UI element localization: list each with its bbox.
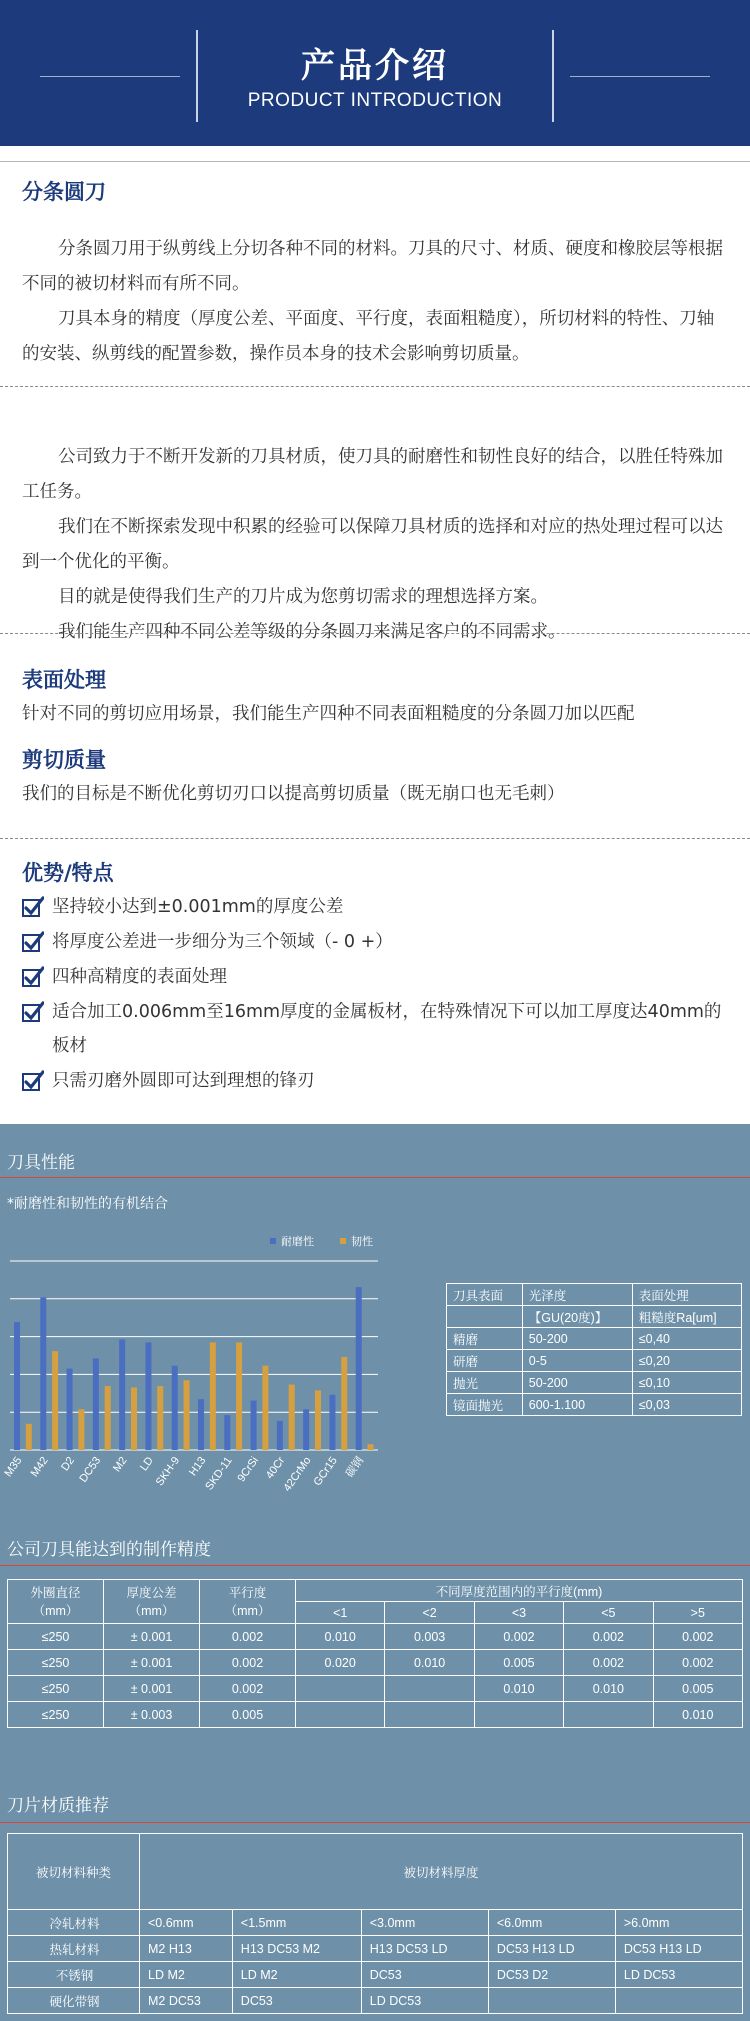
quality-heading: 剪切质量 (22, 748, 106, 772)
advantage-item (22, 1064, 728, 1098)
chart-bar (329, 1395, 335, 1450)
table-cell: 0.002 (200, 1676, 296, 1702)
table-cell: ≤250 (8, 1702, 104, 1728)
table-cell: 镜面抛光 (447, 1394, 523, 1416)
table-cell (564, 1702, 653, 1728)
table-header-cell: 光泽度 (522, 1284, 632, 1306)
table-cell: 0.002 (200, 1650, 296, 1676)
table-cell: 0.002 (474, 1624, 563, 1650)
chart-bar (368, 1444, 374, 1450)
table-header-cell: <1 (296, 1602, 385, 1624)
table-cell: ≤0,20 (632, 1350, 741, 1372)
table-cell: 精磨 (447, 1328, 523, 1350)
advantage-item (22, 890, 728, 924)
table-cell: >6.0mm (615, 1910, 742, 1936)
commitment-paragraph: 公司致力于不断开发新的刀具材质，使刀具的耐磨性和韧性良好的结合，以胜任特殊加工任务。 (22, 447, 723, 502)
table-cell: 0.002 (564, 1624, 653, 1650)
chart-x-label: LD (137, 1454, 156, 1474)
table-row (8, 1988, 743, 2014)
chart-gridlines (10, 1261, 378, 1450)
table-cell: ≤250 (8, 1650, 104, 1676)
table-cell: 0.010 (385, 1650, 474, 1676)
table-cell: <3.0mm (361, 1910, 488, 1936)
chart-bar (93, 1358, 99, 1450)
table-row (8, 1650, 743, 1676)
table-cell: ≤0,10 (632, 1372, 741, 1394)
chart-bar (78, 1409, 84, 1450)
material-heading: 刀片材质推荐 (7, 1796, 109, 1816)
table-cell: 0.005 (474, 1650, 563, 1676)
table-header-cell: 平行度 （mm） (200, 1580, 296, 1624)
table-cell: 研磨 (447, 1350, 523, 1372)
table-cell: 0.010 (564, 1676, 653, 1702)
table-cell: 0.010 (296, 1624, 385, 1650)
table-cell: 冷轧材料 (8, 1910, 140, 1936)
surface-heading: 表面处理 (22, 668, 106, 692)
chart-x-label: D2 (59, 1454, 78, 1474)
performance-heading: 刀具性能 (7, 1153, 75, 1173)
chart-bar (289, 1385, 295, 1450)
table-header-cell: <5 (564, 1602, 653, 1624)
panel-rule (0, 1565, 750, 1566)
advantage-item (22, 995, 728, 1063)
table-cell: ≤250 (8, 1676, 104, 1702)
intro-paragraph: 分条圆刀用于纵剪线上分切各种不同的材料。刀具的尺寸、材质、硬度和橡胶层等根据不同的被切材料而有所不同。 (22, 239, 723, 294)
table-cell: LD M2 (232, 1962, 361, 1988)
intro-heading: 分条圆刀 (22, 180, 106, 204)
table-cell (385, 1676, 474, 1702)
chart-x-label: M35 (2, 1454, 25, 1480)
checkbox-checked-icon (22, 1001, 44, 1023)
commitment-text (22, 440, 728, 650)
performance-chart (0, 1226, 420, 1516)
chart-x-labels (2, 1454, 366, 1494)
table-cell: 粗糙度Ra[um] (632, 1306, 741, 1328)
chart-x-label: H13 (187, 1454, 209, 1479)
table-header-cell: 被切材料厚度 (140, 1834, 743, 1910)
divider (0, 633, 750, 634)
chart-bar (157, 1386, 163, 1450)
page-title: 产品介绍 (301, 46, 449, 86)
chart-bar (198, 1399, 204, 1450)
header-banner (0, 0, 750, 146)
table-cell: LD M2 (140, 1962, 233, 1988)
table-row (8, 1624, 743, 1650)
table-cell: ± 0.001 (104, 1624, 200, 1650)
material-table (7, 1833, 743, 2014)
panel-rule (0, 1177, 750, 1178)
table-cell (385, 1702, 474, 1728)
table-cell: 0.002 (653, 1650, 742, 1676)
checkbox-checked-icon (22, 1070, 44, 1092)
advantages-heading: 优势/特点 (22, 861, 114, 885)
table-cell: LD DC53 (361, 1988, 488, 2014)
chart-bar (131, 1387, 137, 1450)
intro-text (22, 232, 728, 372)
intro-paragraph: 刀具本身的精度（厚度公差、平面度、平行度，表面粗糙度），所切材料的特性、刀轴的安装、纵剪线的配置参数，操作员本身的技术会影响剪切质量。 (22, 309, 715, 364)
table-row (447, 1350, 742, 1372)
table-cell: 0.002 (564, 1650, 653, 1676)
table-cell: 0.010 (653, 1702, 742, 1728)
table-cell: ± 0.003 (104, 1702, 200, 1728)
chart-bar (119, 1340, 125, 1450)
table-cell: DC53 H13 LD (488, 1936, 615, 1962)
chart-x-label: DC53 (77, 1454, 104, 1485)
table-header-row (8, 1834, 743, 1910)
advantage-text: 将厚度公差进一步细分为三个领域（- 0 +） (52, 932, 393, 952)
advantage-text: 适合加工0.006mm至16mm厚度的金属板材，在特殊情况下可以加工厚度达40mm的板材 (52, 1002, 722, 1056)
table-cell: LD DC53 (615, 1962, 742, 1988)
checkbox-checked-icon (22, 966, 44, 988)
chart-legend-swatch (340, 1238, 346, 1244)
table-cell (296, 1702, 385, 1728)
table-cell (296, 1676, 385, 1702)
table-header-cell: 刀具表面 (447, 1284, 523, 1306)
checkbox-checked-icon (22, 931, 44, 953)
commitment-paragraph: 我们在不断探索发现中积累的经验可以保障刀具材质的选择和对应的热处理过程可以达到一个优化的平衡。 (22, 517, 723, 572)
chart-x-label: 42CrMo (281, 1454, 314, 1494)
chart-bar (262, 1366, 268, 1450)
table-header-row (447, 1284, 742, 1306)
chart-x-label: 碳钢 (343, 1454, 367, 1480)
chart-bar (210, 1342, 216, 1450)
table-header-cell: <3 (474, 1602, 563, 1624)
table-cell: ≤0,03 (632, 1394, 741, 1416)
chart-bar (315, 1390, 321, 1450)
table-cell: ± 0.001 (104, 1650, 200, 1676)
advantage-item (22, 960, 728, 994)
table-cell: DC53 D2 (488, 1962, 615, 1988)
advantage-text: 坚持较小达到±0.001mm的厚度公差 (52, 897, 344, 917)
table-cell: 50-200 (522, 1372, 632, 1394)
chart-x-label: 40Cr (263, 1454, 288, 1482)
table-header-cell: 表面处理 (632, 1284, 741, 1306)
table-subheader-row (447, 1306, 742, 1328)
chart-bar (184, 1380, 190, 1450)
table-cell: M2 H13 (140, 1936, 233, 1962)
table-row (8, 1676, 743, 1702)
advantage-text: 只需刃磨外圆即可达到理想的锋刃 (52, 1071, 315, 1091)
chart-bar (40, 1297, 46, 1450)
chart-x-label: M42 (28, 1454, 51, 1480)
panel-rule (0, 1822, 750, 1823)
table-cell: DC53 (361, 1962, 488, 1988)
chart-bar (356, 1287, 362, 1450)
table-cell (488, 1988, 615, 2014)
surface-text (22, 697, 728, 732)
chart-bar (172, 1366, 178, 1450)
table-row (8, 1936, 743, 1962)
chart-bar (105, 1386, 111, 1450)
table-cell: 50-200 (522, 1328, 632, 1350)
advantage-text: 四种高精度的表面处理 (52, 967, 227, 987)
table-cell: 0.003 (385, 1624, 474, 1650)
chart-x-label: M2 (111, 1454, 130, 1475)
precision-heading: 公司刀具能达到的制作精度 (7, 1540, 211, 1560)
performance-note: *耐磨性和韧性的有机结合 (7, 1196, 168, 1212)
table-row (447, 1394, 742, 1416)
table-header-row (8, 1580, 743, 1602)
divider (0, 386, 750, 387)
table-cell: 0.005 (200, 1702, 296, 1728)
table-row (8, 1910, 743, 1936)
table-row (8, 1962, 743, 1988)
table-cell: ≤250 (8, 1624, 104, 1650)
table-header-cell: 不同厚度范围内的平行度(mm) (296, 1580, 743, 1602)
chart-legend (270, 1234, 373, 1248)
table-cell: 0.010 (474, 1676, 563, 1702)
checkbox-checked-icon (22, 896, 44, 918)
chart-legend-label: 韧性 (351, 1235, 373, 1248)
table-cell: 抛光 (447, 1372, 523, 1394)
table-cell: 0.002 (200, 1624, 296, 1650)
chart-bar (67, 1369, 73, 1450)
table-cell: 0.005 (653, 1676, 742, 1702)
chart-bar (224, 1415, 230, 1450)
chart-x-label: SKH-9 (153, 1454, 183, 1489)
chart-bar (26, 1424, 32, 1450)
chart-x-label: 9CrSi (235, 1454, 262, 1485)
chart-bar (52, 1351, 58, 1450)
chart-bar (277, 1421, 283, 1450)
table-header-cell: 被切材料种类 (8, 1834, 140, 1910)
chart-bar (251, 1401, 257, 1450)
precision-table (7, 1579, 743, 1728)
table-header-cell: >5 (653, 1602, 742, 1624)
divider (0, 161, 750, 162)
table-cell: 【GU(20度)】 (522, 1306, 632, 1328)
table-cell: <6.0mm (488, 1910, 615, 1936)
quality-paragraph: 我们的目标是不断优化剪切刃口以提高剪切质量（既无崩口也无毛刺） (22, 784, 565, 804)
divider (0, 838, 750, 839)
chart-bar (236, 1342, 242, 1450)
table-header-cell: 厚度公差 （mm） (104, 1580, 200, 1624)
table-cell: 0.020 (296, 1650, 385, 1676)
table-cell: M2 DC53 (140, 1988, 233, 2014)
table-cell: H13 DC53 LD (361, 1936, 488, 1962)
chart-legend-label: 耐磨性 (281, 1235, 314, 1248)
chart-x-label: SKD-11 (203, 1454, 235, 1493)
chart-bar (341, 1357, 347, 1450)
chart-bars (14, 1287, 374, 1450)
table-cell: 不锈钢 (8, 1962, 140, 1988)
page-subtitle: PRODUCT INTRODUCTION (247, 90, 503, 111)
surface-paragraph: 针对不同的剪切应用场景，我们能生产四种不同表面粗糙度的分条圆刀加以匹配 (22, 704, 635, 724)
table-cell: ± 0.001 (104, 1676, 200, 1702)
commitment-paragraph: 我们能生产四种不同公差等级的分条圆刀来满足客户的不同需求。 (58, 622, 566, 642)
commitment-paragraph: 目的就是使得我们生产的刀片成为您剪切需求的理想选择方案。 (58, 587, 548, 607)
surface-table (446, 1283, 742, 1416)
table-cell: H13 DC53 M2 (232, 1936, 361, 1962)
quality-text (22, 777, 728, 812)
table-header-cell: <2 (385, 1602, 474, 1624)
table-cell: ≤0,40 (632, 1328, 741, 1350)
table-cell: <0.6mm (140, 1910, 233, 1936)
table-cell: <1.5mm (232, 1910, 361, 1936)
advantage-item (22, 925, 728, 959)
table-cell: 硬化带钢 (8, 1988, 140, 2014)
table-cell: 热轧材料 (8, 1936, 140, 1962)
table-row (8, 1702, 743, 1728)
table-row (447, 1372, 742, 1394)
table-cell: DC53 H13 LD (615, 1936, 742, 1962)
table-cell: 0.002 (653, 1624, 742, 1650)
table-cell (615, 1988, 742, 2014)
table-row (447, 1328, 742, 1350)
chart-bar (14, 1322, 20, 1450)
table-cell: DC53 (232, 1988, 361, 2014)
chart-x-label: GCr15 (311, 1454, 340, 1489)
table-header-cell: 外圈直径 （mm） (8, 1580, 104, 1624)
table-cell: 0-5 (522, 1350, 632, 1372)
chart-bar (303, 1409, 309, 1450)
table-cell (447, 1306, 523, 1328)
chart-legend-swatch (270, 1238, 276, 1244)
table-cell: 600-1.100 (522, 1394, 632, 1416)
table-cell (474, 1702, 563, 1728)
chart-bar (145, 1342, 151, 1450)
